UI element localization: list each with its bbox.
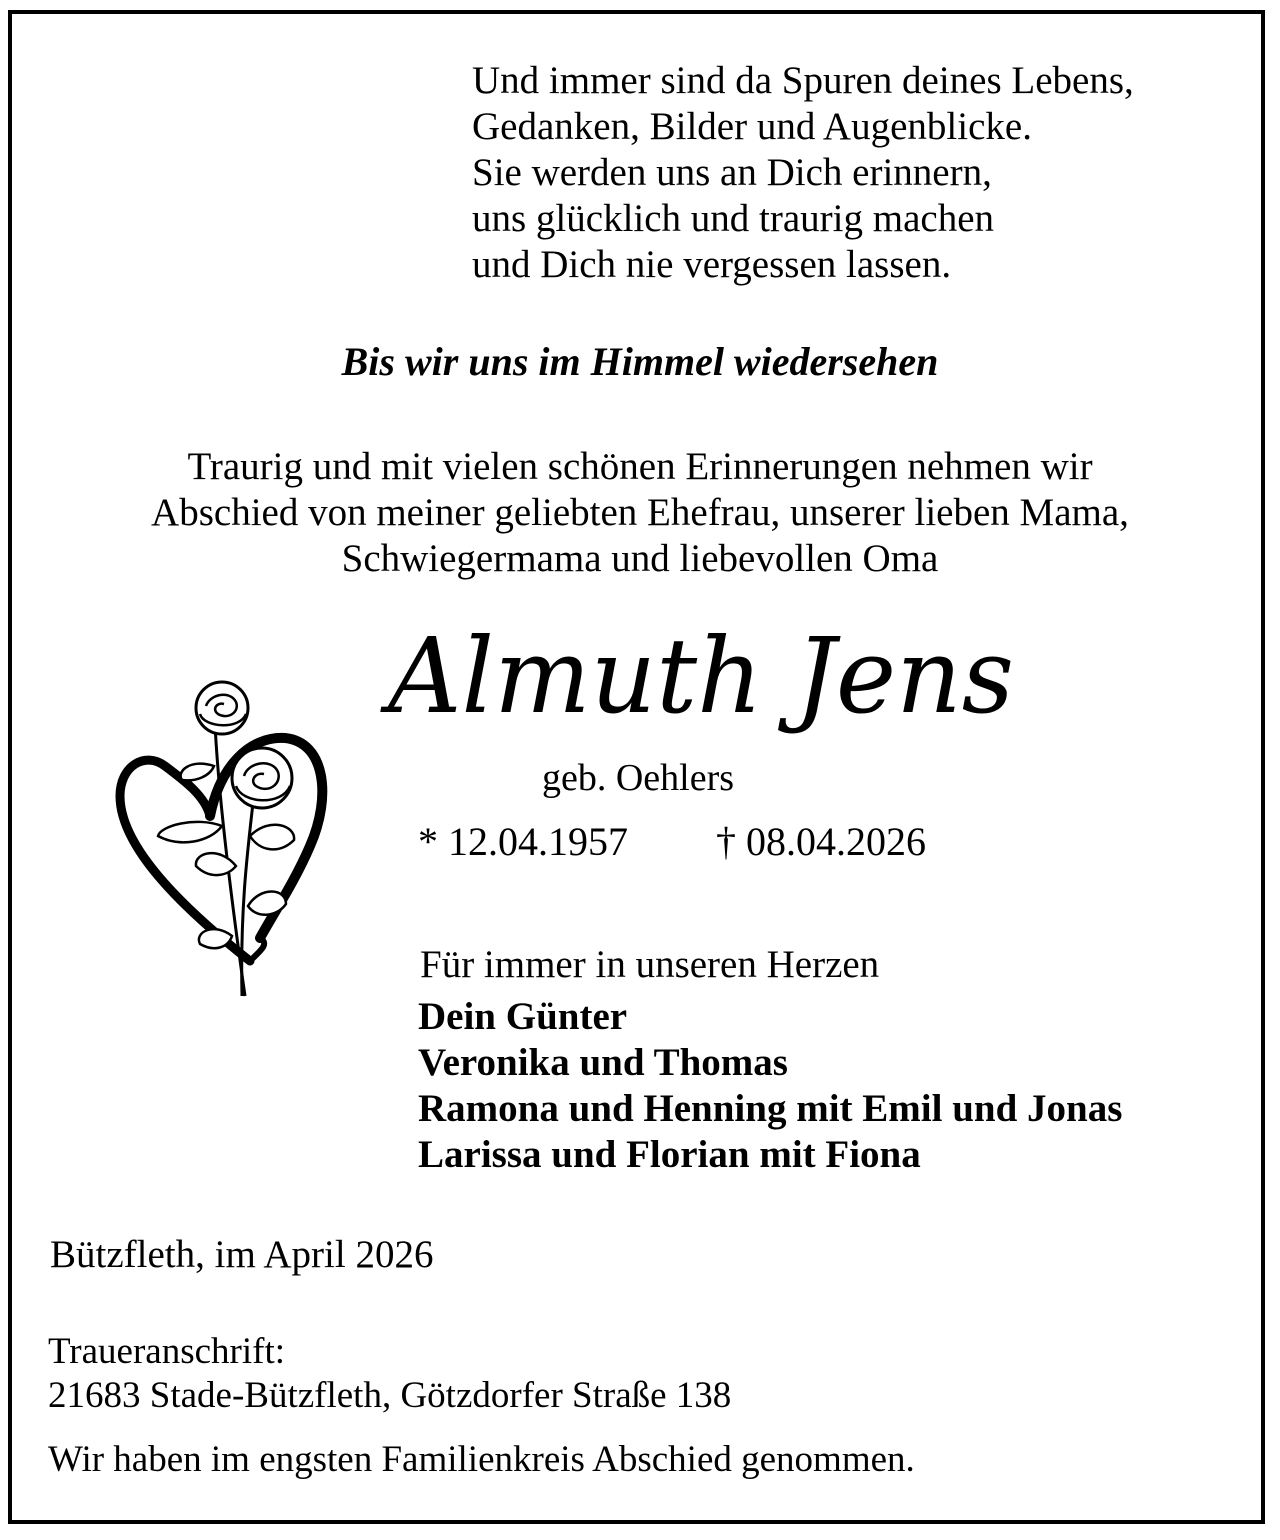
mourner-line: Dein Günter: [418, 995, 628, 1038]
motto: Bis wir uns im Himmel wiedersehen: [341, 339, 939, 384]
mourner-line: Ramona und Henning mit Emil und Jonas: [418, 1087, 1123, 1130]
poem-line: und Dich nie vergessen lassen.: [472, 243, 952, 286]
address-label: Traueranschrift:: [48, 1331, 286, 1372]
poem-line: uns glücklich und traurig machen: [472, 197, 995, 240]
maiden-name: geb. Oehlers: [542, 757, 735, 799]
intro-text: [0, 444, 1280, 582]
intro-line: Abschied von meiner geliebten Ehefrau, unserer lieben Mama,: [151, 491, 1129, 534]
poem: [472, 58, 1134, 288]
closing-note: Wir haben im engsten Familienkreis Abschied genommen.: [48, 1439, 915, 1480]
mourners-list: [418, 994, 1122, 1178]
intro-line: Traurig und mit vielen schönen Erinnerungen nehmen wir: [187, 445, 1093, 488]
poem-line: Sie werden uns an Dich erinnern,: [472, 151, 992, 194]
birth-date: * 12.04.1957: [418, 819, 628, 864]
address-value: 21683 Stade-Bützfleth, Götzdorfer Straße 138: [48, 1375, 732, 1416]
mourner-line: Larissa und Florian mit Fiona: [418, 1133, 921, 1176]
mourning-address: [48, 1330, 731, 1418]
intro-line: Schwiegermama und liebevollen Oma: [341, 537, 939, 580]
deceased-name: [380, 612, 1030, 762]
poem-line: Und immer sind da Spuren deines Lebens,: [472, 59, 1134, 102]
poem-line: Gedanken, Bilder und Augenblicke.: [472, 105, 1032, 148]
deceased-name-text: Almuth Jens: [380, 615, 1014, 737]
mourner-line: Veronika und Thomas: [418, 1041, 788, 1084]
place-date: Bützfleth, im April 2026: [50, 1233, 434, 1276]
mourners-intro: Für immer in unseren Herzen: [420, 943, 880, 986]
heart-rose-icon: [110, 676, 340, 1016]
death-date: † 08.04.2026: [716, 819, 926, 864]
